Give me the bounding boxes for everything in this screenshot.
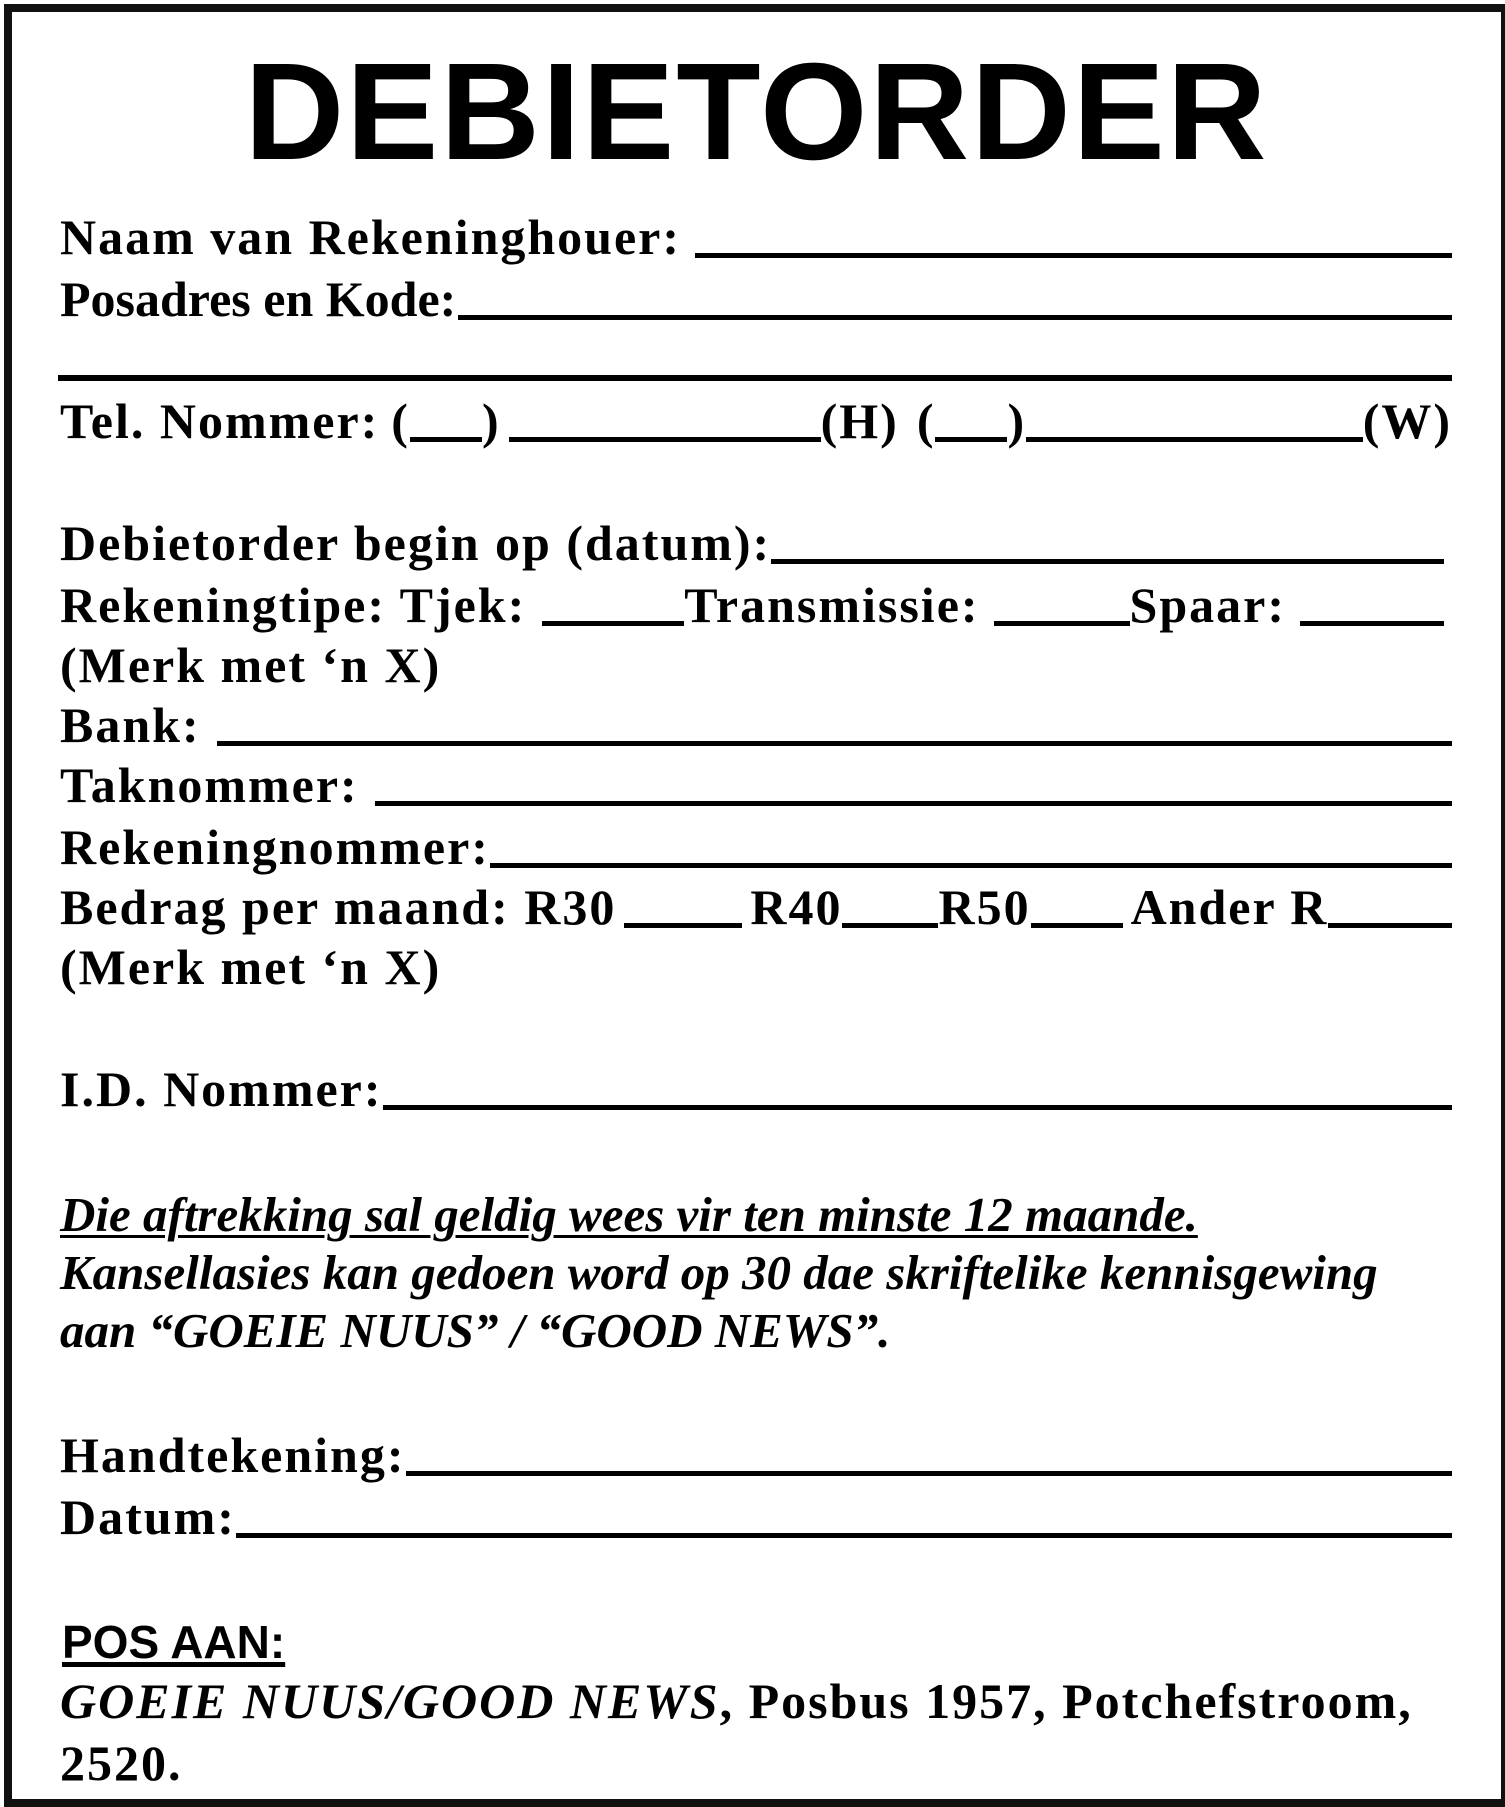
account-number-field[interactable]: [490, 863, 1452, 868]
tel-home-label: (H): [820, 393, 899, 449]
signature-row: [60, 1426, 1452, 1484]
account-type-label: Rekeningtipe: Tjek:: [60, 577, 527, 633]
other-amount-field[interactable]: [1328, 923, 1452, 928]
mark-with-x-note-1: (Merk met ‘n X): [60, 637, 442, 693]
tel-work-number-field[interactable]: [1026, 437, 1363, 442]
tel-home-close-paren: ): [481, 393, 501, 449]
postal-address-field[interactable]: [458, 315, 1452, 320]
tel-home-area-code-field[interactable]: [410, 437, 482, 442]
tel-label: Tel. Nommer:: [60, 393, 380, 449]
post-to-heading: POS AAN:: [62, 1616, 286, 1668]
branch-number-row: [60, 756, 1452, 814]
tel-row: [60, 392, 1452, 450]
id-number-field[interactable]: [383, 1105, 1452, 1110]
postal-address-field-line2[interactable]: [58, 375, 1452, 381]
savings-label: Spaar:: [1129, 577, 1287, 633]
tel-work-open-paren: (: [916, 393, 936, 449]
start-date-label: Debietorder begin op (datum):: [60, 515, 772, 571]
bank-label: Bank:: [60, 697, 201, 753]
r30-mark-field[interactable]: [624, 923, 742, 928]
branch-number-label: Taknommer:: [60, 757, 359, 813]
tel-work-label: (W): [1362, 393, 1452, 449]
amount-r30-label: Bedrag per maand: R30: [60, 879, 617, 935]
account-number-row: [60, 818, 1452, 876]
transmission-mark-field[interactable]: [994, 621, 1130, 626]
account-holder-row: [60, 208, 1452, 266]
r40-label: R40: [750, 879, 843, 935]
r40-mark-field[interactable]: [842, 923, 938, 928]
cancellation-note-recipient: aan “GOEIE NUUS” / “GOOD NEWS”.: [60, 1303, 891, 1358]
cancellation-note: Kansellasies kan gedoen word op 30 dae skriftelike kennisgewing: [60, 1245, 1378, 1300]
account-type-row: [60, 576, 1452, 634]
cheque-mark-field[interactable]: [542, 621, 684, 626]
r50-mark-field[interactable]: [1031, 923, 1123, 928]
mark-with-x-note-2: (Merk met ‘n X): [60, 939, 442, 995]
account-holder-field[interactable]: [695, 253, 1452, 258]
savings-mark-field[interactable]: [1300, 621, 1444, 626]
validity-note: Die aftrekking sal geldig wees vir ten minste 12 maande.: [60, 1187, 1198, 1242]
tel-work-area-code-field[interactable]: [935, 437, 1007, 442]
recipient-organisation: GOEIE NUUS/GOOD NEWS: [60, 1673, 720, 1729]
signature-label: Handtekening:: [60, 1427, 406, 1483]
other-amount-label: Ander R: [1130, 879, 1329, 935]
r50-label: R50: [938, 879, 1031, 935]
account-holder-label: Naam van Rekeninghouer:: [60, 209, 682, 265]
date-field[interactable]: [236, 1533, 1452, 1538]
branch-number-field[interactable]: [375, 801, 1452, 806]
start-date-field[interactable]: [771, 559, 1444, 564]
postal-address-recipient: [60, 1670, 1460, 1794]
debit-order-form: [4, 4, 1505, 1807]
tel-work-close-paren: ): [1007, 393, 1027, 449]
amount-row: [60, 878, 1452, 936]
recipient-address: , Posbus 1957, Potchefstroom, 2520.: [60, 1673, 1413, 1791]
id-number-label: I.D. Nommer:: [60, 1061, 383, 1117]
postal-address-label: Posadres en Kode:: [60, 271, 457, 327]
id-number-row: [60, 1060, 1452, 1118]
signature-field[interactable]: [406, 1471, 1452, 1476]
bank-field[interactable]: [217, 741, 1452, 746]
tel-home-open-paren: (: [391, 393, 410, 449]
date-label: Datum:: [60, 1489, 236, 1545]
start-date-row: [60, 514, 1452, 572]
bank-row: [60, 696, 1452, 754]
tel-home-number-field[interactable]: [509, 437, 821, 442]
account-number-label: Rekeningnommer:: [60, 819, 490, 875]
date-row: [60, 1488, 1452, 1546]
transmission-label: Transmissie:: [684, 577, 980, 633]
postal-address-row: [60, 270, 1452, 328]
form-title: DEBIETORDER: [244, 35, 1269, 189]
